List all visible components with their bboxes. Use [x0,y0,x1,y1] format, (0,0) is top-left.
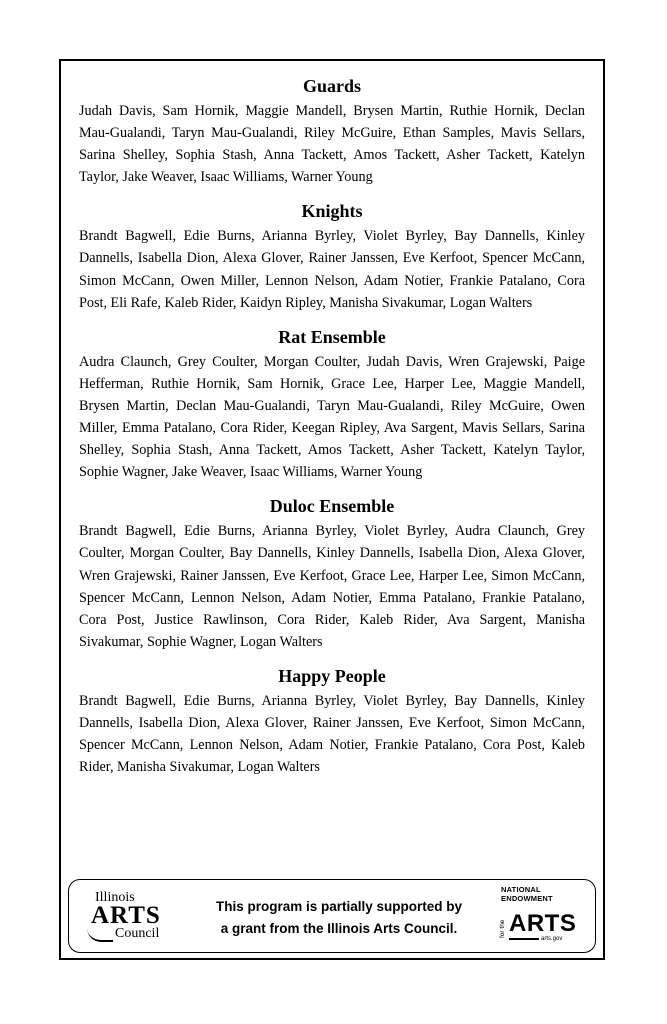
cast-list: Judah Davis, Sam Hornik, Maggie Mandell, Brysen Martin, Ruthie Hornik, Declan Mau-Gualandi, Taryn Mau-Gualandi, Riley McGuire, Ethan Samples, Mavis Sellars, Sarina Shelley, Sophia Stash, Anna Tackett, Amos Tackett, Asher Tackett, Katelyn Taylor, Jake Weaver, Isaac Williams, Warner Young [79,103,585,186]
logo-rule [509,938,539,940]
logo-text: NATIONAL ENDOWMENT [501,885,553,903]
section-happy-people [79,665,585,778]
illinois-arts-council-logo [87,888,187,946]
section-title: Duloc Ensemble [269,496,395,517]
logo-text: arts.gov [541,936,563,942]
logo-text: ARTS [91,902,161,929]
cast-list: Brandt Bagwell, Edie Burns, Arianna Byrley, Violet Byrley, Audra Claunch, Grey Coulter, Morgan Coulter, Bay Dannells, Kinley Dannells, Isabella Dion, Alexa Glover, Wren Grajewski, Rainer Janssen, Eve Kerfoot, Grace Lee, Harper Lee, Simon McCann, Spencer McCann, Lennon Nelson, Adam Notier, Emma Patalano, Frankie Patalano, Cora Post, Justice Rawlinson, Cora Rider, Kaleb Rider, Ava Sargent, Manisha Sivakumar, Sophie Wagner, Logan Walters [79,523,585,650]
section-duloc-ensemble [79,495,585,653]
logo-text: for the [499,919,506,938]
logo-swoop [87,928,113,942]
cast-list: Brandt Bagwell, Edie Burns, Arianna Byrley, Violet Byrley, Bay Dannells, Kinley Dannells, Isabella Dion, Alexa Glover, Rainer Janssen, Eve Kerfoot, Spencer McCann, Simon McCann, Owen Miller, Lennon Nelson, Adam Notier, Frankie Patalano, Cora Post, Eli Rafe, Kaleb Rider, Kaidyn Ripley, Manisha Sivakumar, Logan Walters [79,228,585,311]
cast-list: Brandt Bagwell, Edie Burns, Arianna Byrley, Violet Byrley, Bay Dannells, Kinley Dannells, Isabella Dion, Alexa Glover, Rainer Janssen, Eve Kerfoot, Simon McCann, Spencer McCann, Lennon Nelson, Adam Notier, Frankie Patalano, Cora Post, Kaleb Rider, Manisha Sivakumar, Logan Walters [79,692,585,776]
logo-text: ARTS [509,910,577,937]
section-guards [79,75,585,188]
section-rat-ensemble [79,326,585,484]
cast-list: Audra Claunch, Grey Coulter, Morgan Coulter, Judah Davis, Wren Grajewski, Paige Hefferman, Ruthie Hornik, Sam Hornik, Grace Lee, Harper Lee, Maggie Mandell, Brysen Martin, Declan Mau-Gualandi, Taryn Mau-Gualandi, Riley McGuire, Owen Miller, Emma Patalano, Cora Rider, Keegan Ripley, Ava Sargent, Mavis Sellars, Sarina Shelley, Sophia Stash, Anna Tackett, Amos Tackett, Asher Tackett, Katelyn Taylor, Sophie Wagner, Jake Weaver, Isaac Williams, Warner Young [79,353,585,481]
logo-text: Council [115,926,160,941]
nea-logo [499,885,577,948]
logo-text: Illinois [95,890,135,905]
sponsor-footer [68,879,596,953]
grant-line: This program is partially supported by [215,899,463,914]
section-title: Rat Ensemble [278,326,386,347]
section-title: Guards [302,76,362,96]
grant-statement [194,896,484,940]
section-knights [79,200,585,313]
program-page [59,59,605,960]
grant-line: a grant from the Illinois Arts Council. [220,921,458,936]
section-title: Happy People [278,665,386,686]
section-title: Knights [301,201,363,222]
